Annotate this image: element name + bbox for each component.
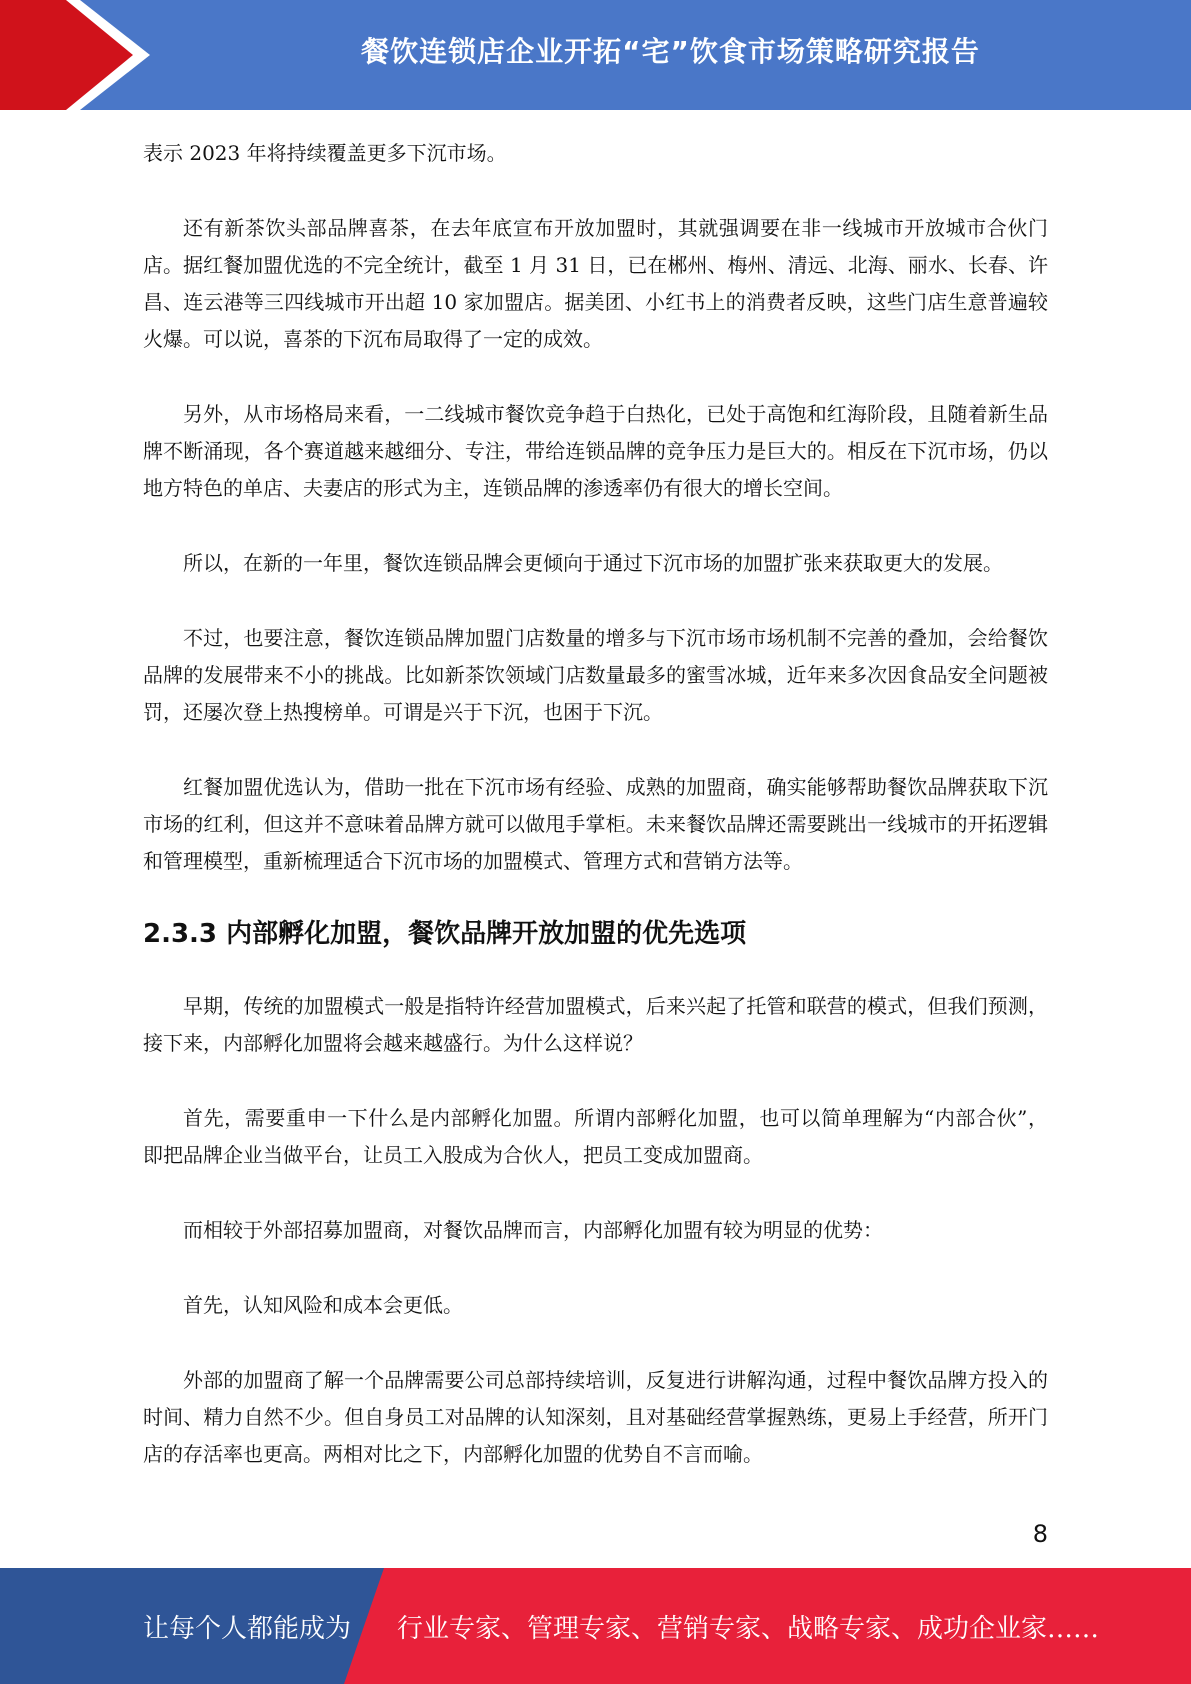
page-footer (0, 1568, 1191, 1684)
paragraph-4: 所以，在新的一年里，餐饮连锁品牌会更倾向于通过下沉市场的加盟扩张来获取更大的发展。 (183, 551, 1003, 575)
report-title: 餐饮连锁店企业开拓“宅”饮食市场策略研究报告 (361, 35, 980, 68)
paragraph-10: 首先，认知风险和成本会更低。 (183, 1293, 463, 1317)
paragraph-5: 不过，也要注意，餐饮连锁品牌加盟门店数量的增多与下沉市场市场机制不完善的叠加，会给餐饮品牌的发展带来不小的挑战。比如新茶饮领域门店数量最多的蜜雪冰城，近年来多次因食品安全问题被罚，还屡次登上热搜榜单。可谓是兴于下沉，也困于下沉。 (143, 626, 1048, 724)
paragraph-1: 表示 2023 年将持续覆盖更多下沉市场。 (143, 141, 507, 165)
document-body (143, 135, 1048, 1473)
paragraph-9: 而相较于外部招募加盟商，对餐饮品牌而言，内部孵化加盟有较为明显的优势： (183, 1218, 883, 1242)
paragraph-11: 外部的加盟商了解一个品牌需要公司总部持续培训，反复进行讲解沟通，过程中餐饮品牌方投入的时间、精力自然不少。但自身员工对品牌的认知深刻，且对基础经营掌握熟练，更易上手经营，所开门店的存活率也更高。两相对比之下，内部孵化加盟的优势自不言而喻。 (143, 1368, 1048, 1466)
page-header (0, 0, 1191, 110)
paragraph-2: 还有新茶饮头部品牌喜茶，在去年底宣布开放加盟时，其就强调要在非一线城市开放城市合伙门店。据红餐加盟优选的不完全统计，截至 1 月 31 日，已在郴州、梅州、清远、北海、丽水、长春、许昌、连云港等三四线城市开出超 10 家加盟店。据美团、小红书上的消费者反映，这些门店生意普遍较火爆。可以说，喜茶的下沉布局取得了一定的成效。 (143, 216, 1048, 351)
section-heading: 2.3.3 内部孵化加盟，餐饮品牌开放加盟的优先选项 (143, 919, 747, 949)
paragraph-3: 另外，从市场格局来看，一二线城市餐饮竞争趋于白热化，已处于高饱和红海阶段，且随着新生品牌不断涌现，各个赛道越来越细分、专注，带给连锁品牌的竞争压力是巨大的。相反在下沉市场，仍以地方特色的单店、夫妻店的形式为主，连锁品牌的渗透率仍有很大的增长空间。 (143, 402, 1048, 500)
footer-slogan-left: 让每个人都能成为 (143, 1613, 352, 1644)
paragraph-8: 首先，需要重申一下什么是内部孵化加盟。所谓内部孵化加盟，也可以简单理解为“内部合伙”， 即把品牌企业当做平台，让员工入股成为合伙人，把员工变成加盟商。 (143, 1106, 1048, 1167)
footer-slogan-right: 行业专家、管理专家、营销专家、战略专家、成功企业家…… (397, 1613, 1100, 1644)
paragraph-6: 红餐加盟优选认为，借助一批在下沉市场有经验、成熟的加盟商，确实能够帮助餐饮品牌获取下沉市场的红利，但这并不意味着品牌方就可以做甩手掌柜。未来餐饮品牌还需要跳出一线城市的开拓逻辑和管理模型，重新梳理适合下沉市场的加盟模式、管理方式和营销方法等。 (143, 775, 1048, 873)
paragraph-7: 早期，传统的加盟模式一般是指特许经营加盟模式，后来兴起了托管和联营的模式，但我们预测，接下来，内部孵化加盟将会越来越盛行。为什么这样说？ (143, 994, 1048, 1055)
page-number: 8 (1032, 1520, 1048, 1548)
